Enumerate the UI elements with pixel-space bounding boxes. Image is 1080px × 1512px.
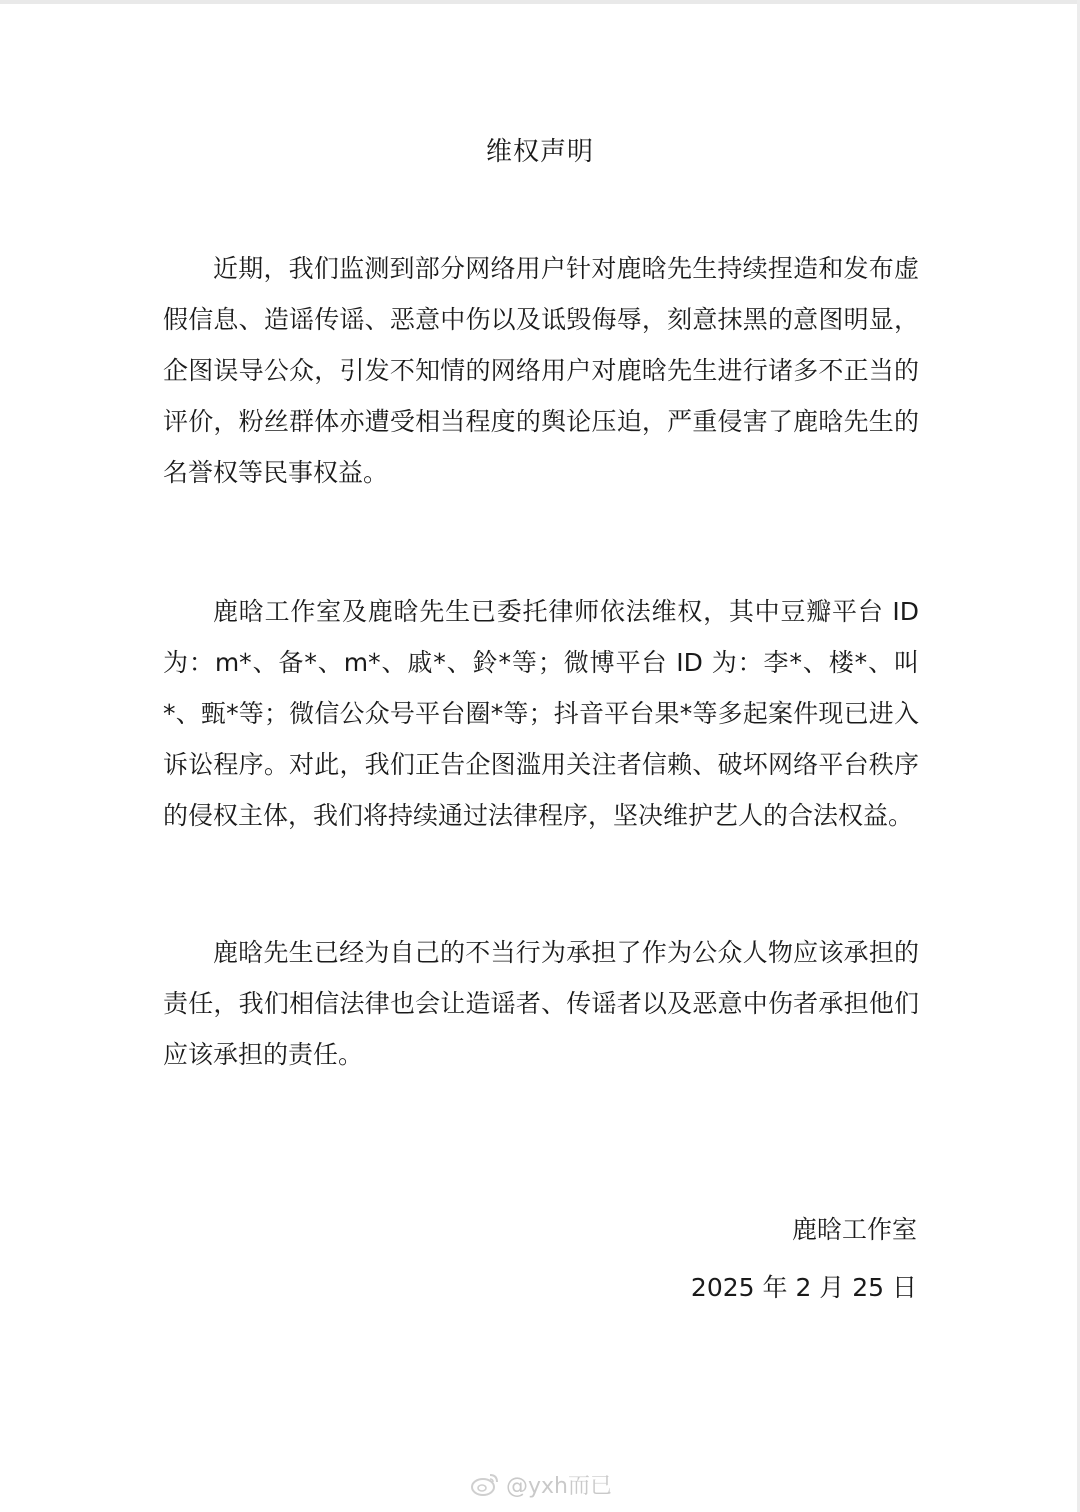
document-title: 维权声明: [485, 137, 594, 167]
signature: 鹿晗工作室: [791, 1215, 917, 1244]
paragraph-2: 鹿晗工作室及鹿晗先生已委托律师依法维权，其中豆瓣平台 ID 为：m*、备*、m*、戚*、鈴*等；微博平台 ID 为：李*、楼*、叫*、甄*等；微信公众号平台圈*等；抖音平台果*等多起案件现已进入诉讼程序。对此，我们正告企图滥用关注者信赖、破坏网络平台秩序的侵权主体，我们将持续通过法律程序，坚决维护艺人的合法权益。: [163, 597, 919, 830]
watermark: [470, 1468, 612, 1500]
date: 2025 年 2 月 25 日: [690, 1273, 917, 1302]
top-border: [0, 0, 1080, 4]
watermark-text: @yxh而已: [506, 1473, 612, 1499]
weibo-logo-icon: [470, 1471, 500, 1497]
paragraph-1: 近期，我们监测到部分网络用户针对鹿晗先生持续捏造和发布虚假信息、造谣传谣、恶意中伤以及诋毁侮辱，刻意抹黑的意图明显，企图误导公众，引发不知情的网络用户对鹿晗先生进行诸多不正当的评价，粉丝群体亦遭受相当程度的舆论压迫，严重侵害了鹿晗先生的名誉权等民事权益。: [163, 254, 919, 487]
paragraph-3: 鹿晗先生已经为自己的不当行为承担了作为公众人物应该承担的责任，我们相信法律也会让造谣者、传谣者以及恶意中伤者承担他们应该承担的责任。: [163, 938, 919, 1069]
